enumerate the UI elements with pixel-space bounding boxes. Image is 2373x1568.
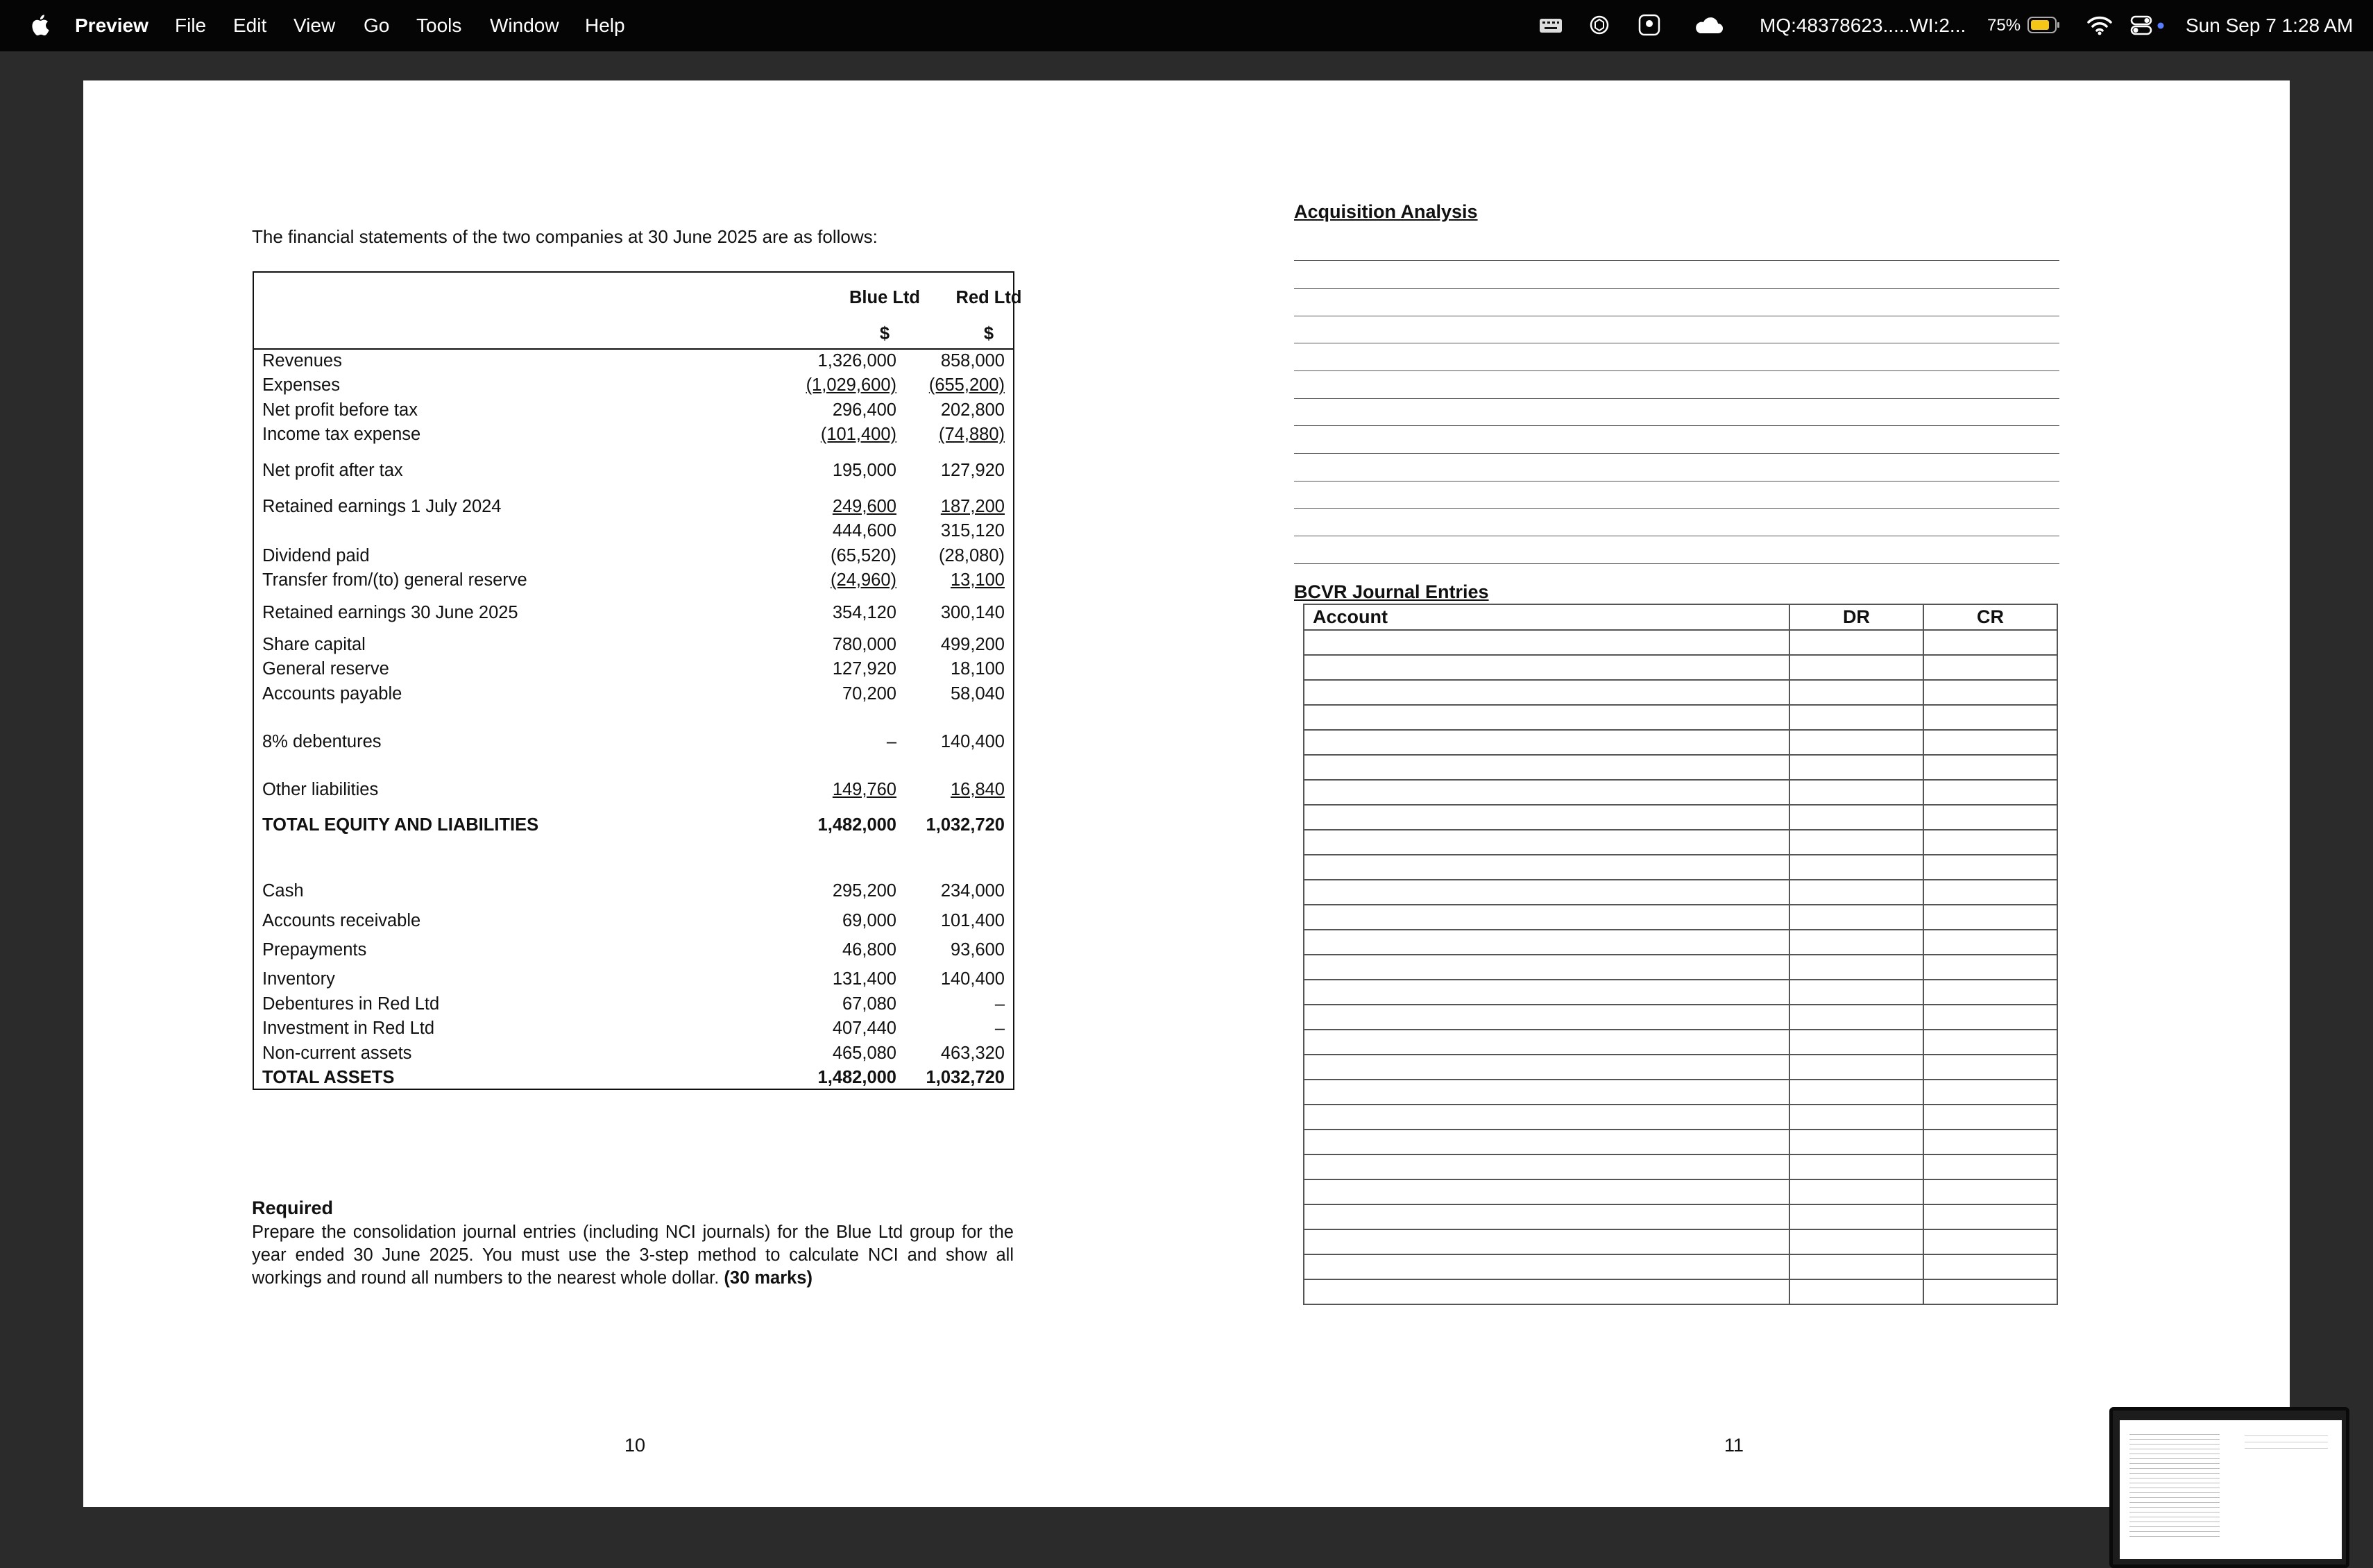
date-time[interactable]: Sun Sep 7 1:28 AM <box>2186 15 2354 36</box>
blue-value: 1,326,000 <box>817 351 896 370</box>
cr-cell <box>1923 1279 2057 1304</box>
cr-cell <box>1923 630 2057 655</box>
journal-row <box>1304 1229 2057 1254</box>
red-value: 16,840 <box>951 780 1005 799</box>
journal-row <box>1304 830 2057 855</box>
cr-cell <box>1923 980 2057 1005</box>
page-thumbnail-preview[interactable] <box>2109 1407 2349 1568</box>
cr-cell <box>1923 1005 2057 1030</box>
row-label: Share capital <box>262 635 366 654</box>
apple-menu-icon[interactable] <box>28 12 50 37</box>
cr-cell <box>1923 1030 2057 1055</box>
account-cell <box>1304 1179 1789 1204</box>
cr-cell <box>1923 780 2057 805</box>
row-label: Cash <box>262 881 304 901</box>
acquisition-analysis-heading: Acquisition Analysis <box>1294 201 1478 222</box>
row-label: Accounts receivable <box>262 911 421 930</box>
blue-value: (65,520) <box>831 546 896 565</box>
journal-row <box>1304 630 2057 655</box>
dr-cell <box>1789 1080 1923 1105</box>
row-label: TOTAL EQUITY AND LIABILITIES <box>262 815 539 835</box>
blue-value: 780,000 <box>832 635 896 654</box>
row-non-current-assets <box>254 1042 1013 1064</box>
account-cell <box>1304 1229 1789 1254</box>
journal-row <box>1304 805 2057 830</box>
blue-value: (1,029,600) <box>806 375 896 395</box>
answer-line <box>1294 398 2059 399</box>
cr-cell <box>1923 855 2057 880</box>
header-blue-ltd: Blue Ltd <box>849 288 920 307</box>
row-debentures-in-red <box>254 993 1013 1015</box>
answer-line <box>1294 425 2059 426</box>
answer-line <box>1294 563 2059 564</box>
journal-row <box>1304 1080 2057 1105</box>
blue-value: 70,200 <box>842 684 896 704</box>
intro-text: The financial statements of the two companies at 30 June 2025 are as follows: <box>252 226 878 247</box>
cr-cell <box>1923 1080 2057 1105</box>
dr-cell <box>1789 930 1923 955</box>
dr-cell <box>1789 1229 1923 1254</box>
answer-line <box>1294 370 2059 371</box>
red-value: 499,200 <box>940 635 1005 654</box>
row-inventory <box>254 968 1013 990</box>
journal-row <box>1304 1055 2057 1080</box>
account-cell <box>1304 1055 1789 1080</box>
journal-row <box>1304 1130 2057 1154</box>
dr-cell <box>1789 980 1923 1005</box>
menu-bar <box>0 0 2373 51</box>
answer-line <box>1294 288 2059 289</box>
row-label: Retained earnings 1 July 2024 <box>262 497 502 516</box>
cr-cell <box>1923 1179 2057 1204</box>
row-label: Inventory <box>262 969 335 989</box>
account-cell <box>1304 1279 1789 1304</box>
journal-row <box>1304 730 2057 755</box>
cr-cell <box>1923 1204 2057 1229</box>
dr-cell <box>1789 880 1923 905</box>
row-investment-in-red <box>254 1017 1013 1039</box>
menu-tools[interactable]: Tools <box>416 15 462 36</box>
keyboard-icon[interactable] <box>1539 15 1563 35</box>
dr-cell <box>1789 1254 1923 1279</box>
required-heading: Required <box>252 1198 334 1218</box>
account-cell <box>1304 730 1789 755</box>
financial-statements-table <box>253 271 1022 1090</box>
cr-cell <box>1923 755 2057 780</box>
account-cell <box>1304 1154 1789 1179</box>
row-expenses <box>254 374 1013 396</box>
row-label: Expenses <box>262 375 340 395</box>
account-cell <box>1304 680 1789 705</box>
red-value: – <box>994 1019 1005 1038</box>
row-net-profit-after-tax <box>254 459 1013 482</box>
blue-value: 249,600 <box>832 497 896 516</box>
page-number-right: 11 <box>1724 1435 1744 1456</box>
account-cell <box>1304 655 1789 680</box>
cr-cell <box>1923 730 2057 755</box>
menu-window[interactable]: Window <box>490 15 559 36</box>
red-value: 234,000 <box>940 881 1005 901</box>
cr-cell <box>1923 905 2057 930</box>
journal-row <box>1304 705 2057 730</box>
answer-line <box>1294 260 2059 261</box>
battery-icon[interactable] <box>2027 16 2061 34</box>
row-revenues <box>254 350 1013 372</box>
account-cell <box>1304 755 1789 780</box>
journal-row <box>1304 1279 2057 1304</box>
red-value: 315,120 <box>940 521 1005 540</box>
journal-row <box>1304 905 2057 930</box>
dr-cell <box>1789 780 1923 805</box>
dr-cell <box>1789 705 1923 730</box>
journal-row <box>1304 955 2057 980</box>
account-cell <box>1304 1105 1789 1130</box>
row-debentures <box>254 731 1013 753</box>
header-red-ltd: Red Ltd <box>955 288 1022 307</box>
row-other-liabilities <box>254 778 1013 801</box>
row-label: Non-current assets <box>262 1043 412 1063</box>
account-cell <box>1304 1130 1789 1154</box>
row-label: Prepayments <box>262 940 367 960</box>
unit-blue: $ <box>879 324 890 343</box>
row-label: Net profit after tax <box>262 461 403 480</box>
app-status-icon[interactable] <box>1638 13 1661 37</box>
dr-cell <box>1789 1105 1923 1130</box>
row-transfer-general-reserve <box>254 569 1013 591</box>
row-retained-earnings-open <box>254 495 1013 518</box>
column-dr: DR <box>1789 604 1923 630</box>
dr-cell <box>1789 730 1923 755</box>
menu-file[interactable]: File <box>175 15 207 36</box>
row-label: Dividend paid <box>262 546 370 565</box>
thumbnail-right-content <box>2245 1430 2328 1451</box>
bcvr-heading: BCVR Journal Entries <box>1294 581 1489 602</box>
journal-row <box>1304 1204 2057 1229</box>
cr-cell <box>1923 1254 2057 1279</box>
column-cr: CR <box>1923 604 2057 630</box>
blue-value: 149,760 <box>832 780 896 799</box>
dr-cell <box>1789 1279 1923 1304</box>
account-cell <box>1304 1030 1789 1055</box>
cr-cell <box>1923 1154 2057 1179</box>
journal-row <box>1304 1154 2057 1179</box>
account-cell <box>1304 955 1789 980</box>
journal-row <box>1304 880 2057 905</box>
journal-row <box>1304 780 2057 805</box>
dr-cell <box>1789 805 1923 830</box>
journal-row <box>1304 855 2057 880</box>
blue-value: 465,080 <box>832 1043 896 1063</box>
required-text <box>252 1221 1014 1290</box>
cr-cell <box>1923 1229 2057 1254</box>
account-cell <box>1304 630 1789 655</box>
blue-value: 444,600 <box>832 521 896 540</box>
red-value: 18,100 <box>951 659 1005 679</box>
red-value: 93,600 <box>951 940 1005 960</box>
red-value: 58,040 <box>951 684 1005 704</box>
menu-view[interactable]: View <box>294 15 336 36</box>
menu-go[interactable]: Go <box>364 15 390 36</box>
blue-value: 127,920 <box>832 659 896 679</box>
row-total-assets <box>254 1066 1013 1089</box>
cr-cell <box>1923 955 2057 980</box>
dr-cell <box>1789 630 1923 655</box>
row-income-tax <box>254 423 1013 445</box>
red-value: 187,200 <box>940 497 1005 516</box>
dr-cell <box>1789 905 1923 930</box>
account-cell <box>1304 980 1789 1005</box>
journal-row <box>1304 1179 2057 1204</box>
red-value: 1,032,720 <box>926 1068 1005 1087</box>
blue-value: 67,080 <box>842 994 896 1014</box>
row-share-capital <box>254 633 1013 656</box>
unit-red: $ <box>983 324 994 343</box>
journal-row <box>1304 680 2057 705</box>
account-cell <box>1304 855 1789 880</box>
red-value: 13,100 <box>951 570 1005 590</box>
red-value: (655,200) <box>928 375 1005 395</box>
app-name-menu[interactable]: Preview <box>75 15 148 36</box>
cr-cell <box>1923 805 2057 830</box>
row-label: Investment in Red Ltd <box>262 1019 435 1038</box>
dr-cell <box>1789 1005 1923 1030</box>
dr-cell <box>1789 1154 1923 1179</box>
red-value: 300,140 <box>940 603 1005 622</box>
row-label: 8% debentures <box>262 732 382 751</box>
cr-cell <box>1923 680 2057 705</box>
page-number-left: 10 <box>624 1435 646 1456</box>
account-cell <box>1304 880 1789 905</box>
required-body: Prepare the consolidation journal entries (including NCI journals) for the Blue Ltd group for the year ended 30 June 2025. You must use the 3-step method to calculate NCI and show all workings and round all numbers to the nearest whole dollar. <box>252 1222 1014 1288</box>
journal-row <box>1304 1105 2057 1130</box>
dr-cell <box>1789 955 1923 980</box>
blue-value: 354,120 <box>832 603 896 622</box>
row-label: TOTAL ASSETS <box>262 1068 395 1087</box>
red-value: (74,880) <box>939 425 1005 444</box>
red-value: 127,920 <box>940 461 1005 480</box>
cloud-icon[interactable] <box>1693 14 1724 36</box>
dr-cell <box>1789 1055 1923 1080</box>
cr-cell <box>1923 655 2057 680</box>
account-cell <box>1304 930 1789 955</box>
cr-cell <box>1923 1055 2057 1080</box>
account-cell <box>1304 780 1789 805</box>
dr-cell <box>1789 1130 1923 1154</box>
row-cash <box>254 880 1013 902</box>
account-cell <box>1304 805 1789 830</box>
dr-cell <box>1789 1179 1923 1204</box>
red-value: 1,032,720 <box>926 815 1005 835</box>
row-label: Other liabilities <box>262 780 379 799</box>
red-value: 140,400 <box>940 969 1005 989</box>
red-value: 858,000 <box>940 351 1005 370</box>
red-value: 140,400 <box>940 732 1005 751</box>
account-cell <box>1304 1204 1789 1229</box>
blue-value: 295,200 <box>832 881 896 901</box>
row-dividend-paid <box>254 545 1013 567</box>
blue-value: 195,000 <box>832 461 896 480</box>
row-label: Income tax expense <box>262 425 421 444</box>
blue-value: 69,000 <box>842 911 896 930</box>
blue-value: 1,482,000 <box>817 815 896 835</box>
cr-cell <box>1923 930 2057 955</box>
blue-value: – <box>886 732 896 751</box>
journal-row <box>1304 1005 2057 1030</box>
menu-help[interactable]: Help <box>585 15 625 36</box>
cr-cell <box>1923 830 2057 855</box>
blue-value: 407,440 <box>832 1019 896 1038</box>
account-cell <box>1304 1080 1789 1105</box>
row-total-equity-liabilities <box>254 814 1013 836</box>
dr-cell <box>1789 1204 1923 1229</box>
answer-line <box>1294 453 2059 454</box>
journal-entries-table <box>1303 604 2058 1305</box>
row-label: General reserve <box>262 659 389 679</box>
chatgpt-icon[interactable] <box>1588 13 1611 37</box>
wifi-icon[interactable] <box>2086 14 2113 36</box>
journal-row <box>1304 980 2057 1005</box>
account-cell <box>1304 1005 1789 1030</box>
status-text[interactable]: MQ:48378623.....WI:2... <box>1760 15 1966 36</box>
required-marks: (30 marks) <box>724 1268 813 1288</box>
blue-value: 46,800 <box>842 940 896 960</box>
journal-row <box>1304 930 2057 955</box>
row-label: Transfer from/(to) general reserve <box>262 570 527 590</box>
account-cell <box>1304 830 1789 855</box>
account-cell <box>1304 905 1789 930</box>
row-accounts-receivable <box>254 910 1013 932</box>
row-accounts-payable <box>254 683 1013 705</box>
journal-body <box>1304 630 2057 1304</box>
blue-value: (24,960) <box>831 570 896 590</box>
row-label: Debentures in Red Ltd <box>262 994 440 1014</box>
dr-cell <box>1789 755 1923 780</box>
control-center-icon[interactable] <box>2130 14 2168 36</box>
pdf-page-10 <box>83 80 1190 1507</box>
journal-row <box>1304 1254 2057 1279</box>
row-subtotal <box>254 520 1013 542</box>
dr-cell <box>1789 655 1923 680</box>
blue-value: 296,400 <box>832 400 896 420</box>
row-retained-earnings-close <box>254 602 1013 624</box>
dr-cell <box>1789 1030 1923 1055</box>
pdf-page-11 <box>1190 80 2290 1507</box>
row-label: Net profit before tax <box>262 400 418 420</box>
row-net-profit-before-tax <box>254 399 1013 421</box>
cr-cell <box>1923 880 2057 905</box>
journal-row <box>1304 1030 2057 1055</box>
dr-cell <box>1789 680 1923 705</box>
red-value: 202,800 <box>940 400 1005 420</box>
blue-value: (101,400) <box>820 425 896 444</box>
blue-value: 1,482,000 <box>817 1068 896 1087</box>
cr-cell <box>1923 705 2057 730</box>
thumbnail-left-content <box>2129 1430 2220 1541</box>
dr-cell <box>1789 830 1923 855</box>
journal-row <box>1304 755 2057 780</box>
row-general-reserve <box>254 658 1013 680</box>
journal-row <box>1304 655 2057 680</box>
cr-cell <box>1923 1130 2057 1154</box>
row-prepayments <box>254 939 1013 961</box>
red-value: – <box>994 994 1005 1014</box>
red-value: 101,400 <box>940 911 1005 930</box>
red-value: (28,080) <box>939 546 1005 565</box>
account-cell <box>1304 1254 1789 1279</box>
answer-line <box>1294 481 2059 482</box>
row-label: Accounts payable <box>262 684 402 704</box>
blue-value: 131,400 <box>832 969 896 989</box>
column-account: Account <box>1304 604 1789 630</box>
menu-edit[interactable]: Edit <box>233 15 267 36</box>
answer-line <box>1294 508 2059 509</box>
battery-percent: 75% <box>1987 16 2021 35</box>
preview-window <box>0 51 2373 1536</box>
dr-cell <box>1789 855 1923 880</box>
cr-cell <box>1923 1105 2057 1130</box>
account-cell <box>1304 705 1789 730</box>
red-value: 463,320 <box>940 1043 1005 1063</box>
row-label: Revenues <box>262 351 342 370</box>
row-label: Retained earnings 30 June 2025 <box>262 603 518 622</box>
